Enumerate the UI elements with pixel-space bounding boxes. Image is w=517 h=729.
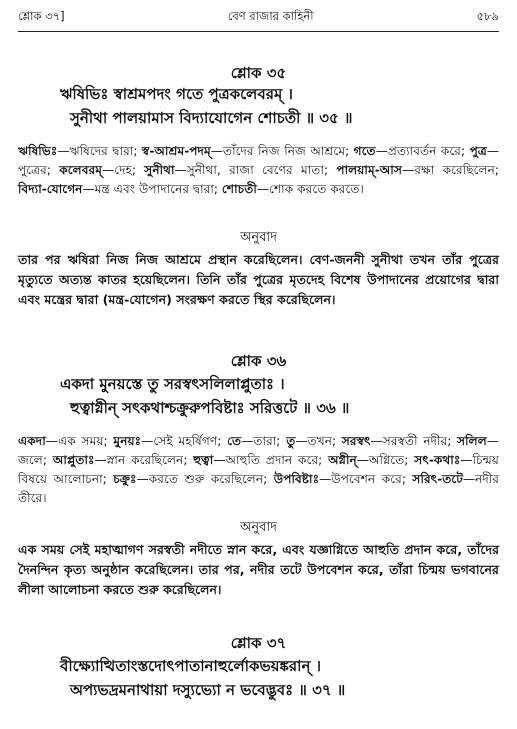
running-header (18, 8, 499, 32)
gloss-meaning: সেই মহর্ষিগণ; (153, 434, 228, 448)
header-chapter-title: বেণ রাজার কাহিনী (227, 9, 314, 23)
gloss-meaning: শোক করতে করতে। (269, 182, 364, 196)
gloss-word: ঋষিভিঃ (18, 144, 58, 158)
gloss-meaning: পুত্রের; (18, 163, 60, 177)
gloss-word: সৎ-কথাঃ (414, 453, 461, 467)
gloss-meaning: সরস্বতী নদীর; (382, 434, 458, 448)
gloss-word: সরস্বৎ (341, 434, 371, 448)
verse-35-word-meanings: ঋষিভিঃ—ঋষিদের দ্বারা; স্ব-আশ্রম-পদম্—তাঁদের নিজ নিজ আশ্রমে; গতে—প্রত্যাবর্তন করে; পুত্র—পুত্রের; কলেবরম্—দেহ; সুনীথা—সুনীথা, রাজা বেণের মাতা; পালয়াম্-আস—রক্ষা করেছিলেন; বিদ্যা-যোগেন—মন্ত্র এবং উপাদানের দ্বারা; শোচতী—শোক করতে করতে। (18, 144, 499, 196)
gloss-meaning: উপবেশন করে; (331, 472, 413, 486)
verse-36-translation-title: অনুবাদ (240, 520, 277, 535)
verse-35-translation: তার পর ঋষিরা নিজ নিজ আশ্রমে প্রস্থান করেছিলেন। বেণ-জননী সুনীথা তখন তাঁর পুত্রের মৃত্যুতে অত্যন্ত কাতর হয়েছিলেন। তিনি তাঁর পুত্রের মৃতদেহ বিশেষ উপাদানের প্রয়োগের দ্বারা এবং মন্ত্রের দ্বারা (মন্ত্র-যোগেন) সংরক্ষণ করতে স্থির করেছিলেন। (18, 252, 499, 307)
gloss-meaning: দেহ; (114, 163, 145, 177)
gloss-meaning: তখন; (307, 434, 342, 448)
gloss-word: স্ব-আশ্রম-পদম্ (141, 144, 211, 158)
gloss-word: তে (227, 434, 242, 448)
gloss-meaning: এক সময়; (57, 434, 114, 448)
gloss-meaning: নদীর তীরে। (18, 472, 499, 505)
gloss-word: কলেবরম্ (59, 163, 102, 177)
gloss-meaning: করতে শুরু করেছিলেন; (148, 472, 274, 486)
page-number: ৫৮৯ (476, 9, 499, 23)
gloss-word: তু (286, 434, 296, 448)
gloss-meaning: অগ্নিতে; (368, 453, 415, 467)
verse-36-translation: এক সময় সেই মহাত্মাগণ সরস্বতী নদীতে স্নান করে, এবং যজ্ঞাগ্নিতে আহুতি প্রদান করে, তাঁদের দৈনন্দিন কৃত্য অনুষ্ঠান করেছিলেন। তার পর, নদীর তটে উপবেশন করে, তাঁরা চিন্ময় ভগবানের লীলা আলোচনা করতে শুরু করেছিলেন। (18, 542, 499, 597)
gloss-word: একদা (18, 434, 46, 448)
gloss-word: হুত্বা (193, 453, 214, 467)
gloss-meaning: চিন্ময় বিষয়ে আলোচনা; (18, 453, 499, 486)
gloss-word: গতে (353, 144, 376, 158)
gloss-meaning: জলে; (18, 453, 53, 467)
gloss-meaning: প্রত্যাবর্তন করে; (387, 144, 470, 158)
verse-36-line-1: একদা মুনয়স্তে তু সরস্বৎসলিলাপ্লুতাঃ । (60, 375, 285, 393)
gloss-word: সলিল (457, 434, 487, 448)
verse-36-line-2: হুত্বাগ্নীন্ সৎকথাশ্চক্রুরুপবিষ্টাঃ সরিত্তটে ॥ ৩৬ ॥ (70, 399, 350, 417)
verse-37-heading: শ্লোক ৩৭ (230, 634, 287, 652)
gloss-word: বিদ্যা-যোগেন (18, 182, 83, 196)
gloss-meaning: সুনীথা, রাজা বেণের মাতা; (186, 163, 337, 177)
gloss-meaning: তারা; (253, 434, 287, 448)
gloss-meaning: ঋষিদের দ্বারা; (69, 144, 142, 158)
header-verse-ref: শ্লোক ৩৭] (18, 9, 65, 23)
verse-37-line-1: বীক্ষ্যোত্থিতাংস্তদোৎপাতানাহুর্লোকভয়ঙ্করান্ । (60, 657, 322, 675)
gloss-word: উপবিষ্টাঃ (273, 472, 320, 486)
gloss-meaning: তাঁদের নিজ নিজ আশ্রমে; (222, 144, 354, 158)
verse-35-translation-title: অনুবাদ (240, 230, 277, 245)
gloss-meaning: রক্ষা করেছিলেন; (414, 163, 499, 177)
verse-37-line-2: অপ্যভদ্রমনাথায়া দস্যুভ্যো ন ভবেদ্ভুবঃ ॥ ৩৭ ॥ (70, 681, 346, 699)
verse-35-line-1: ঋষিভিঃ স্বাশ্রমপদং গতে পুত্রকলেবরম্ । (60, 85, 293, 103)
gloss-word: শোচতী (221, 182, 257, 196)
verse-35-heading: শ্লোক ৩৫ (230, 64, 287, 82)
verse-35-text (18, 82, 499, 130)
verse-37-text (18, 654, 499, 702)
verse-36-heading: শ্লোক ৩৬ (230, 352, 287, 370)
gloss-meaning: আহুতি প্রদান করে; (225, 453, 329, 467)
verse-36-word-meanings: একদা—এক সময়; মুনয়ঃ—সেই মহর্ষিগণ; তে—তারা; তু—তখন; সরস্বৎ—সরস্বতী নদীর; সলিল—জলে; আপ্লুতাঃ—স্নান করেছিলেন; হুত্বা—আহুতি প্রদান করে; অগ্নীন্—অগ্নিতে; সৎ-কথাঃ—চিন্ময় বিষয়ে আলোচনা; চক্রুঃ—করতে শুরু করেছিলেন; উপবিষ্টাঃ—উপবেশন করে; সরিৎ-তটে—নদীর তীরে। (18, 434, 499, 505)
verse-36-text (18, 372, 499, 420)
gloss-meaning: মন্ত্র এবং উপাদানের দ্বারা; (94, 182, 222, 196)
verse-35-line-2: সুনীথা পালয়ামাস বিদ্যাযোগেন শোচতী ॥ ৩৫ ॥ (70, 109, 353, 127)
gloss-word: পালয়াম্-আস (336, 163, 403, 177)
gloss-word: অগ্নীন্ (328, 453, 357, 467)
gloss-word: মুনয়ঃ (113, 434, 142, 448)
gloss-word: আপ্লুতাঃ (52, 453, 95, 467)
gloss-word: সুনীথা (144, 163, 175, 177)
gloss-word: পুত্র (469, 144, 487, 158)
gloss-meaning: স্নান করেছিলেন; (106, 453, 194, 467)
gloss-word: সরিৎ-তটে (412, 472, 463, 486)
gloss-word: চক্রুঃ (113, 472, 137, 486)
